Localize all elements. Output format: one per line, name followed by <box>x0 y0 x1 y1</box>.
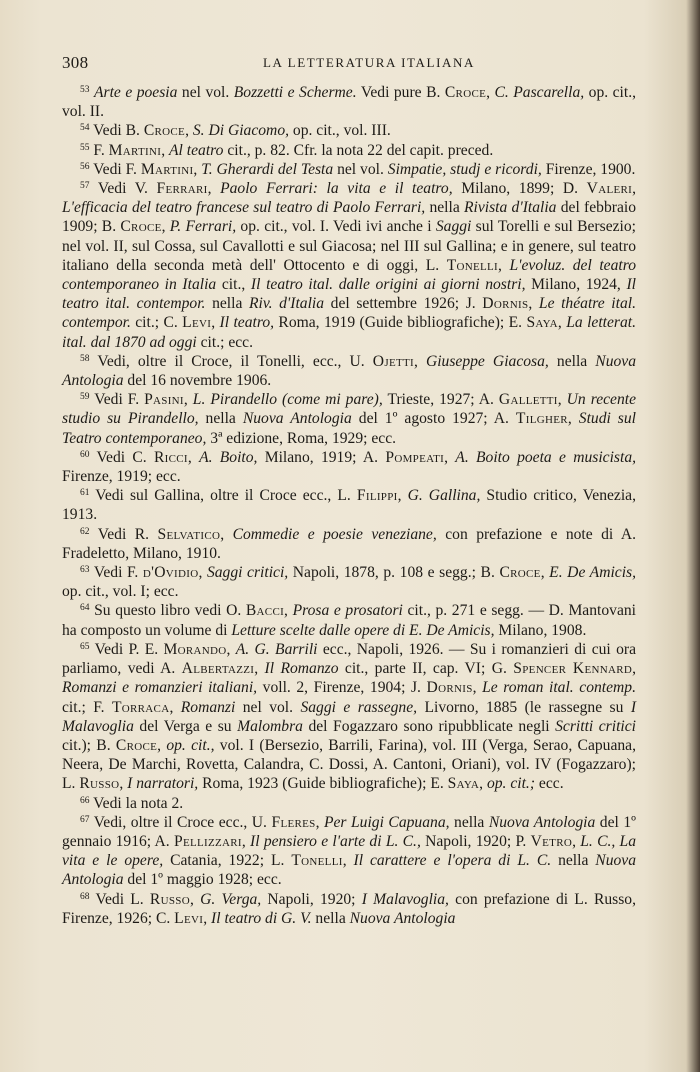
footnote-text: Studio critico, Venezia, 1913. <box>62 487 636 524</box>
footnote-text: cit., <box>216 276 251 294</box>
footnote <box>62 890 636 928</box>
footnote-number: 53 <box>80 85 90 95</box>
italic-title: Nuova Antologia <box>242 410 352 428</box>
footnote-text: nel vol. <box>333 160 388 178</box>
italic-title: A. G. Barrili <box>235 640 318 658</box>
footnote-text: , <box>169 698 181 716</box>
italic-title: Bozzetti e Scherme. <box>233 84 357 101</box>
footnote-text: , <box>211 314 220 332</box>
page-header <box>62 53 636 73</box>
footnote-text: Milano, 1899; D. <box>452 180 587 198</box>
author-name: Selvatico <box>157 525 221 543</box>
footnote-text: Roma, 1923 (Guide bibliografiche); E. <box>198 775 448 793</box>
footnote-text: Vedi F. <box>94 391 145 409</box>
italic-title: C. Pascarella, <box>494 84 585 101</box>
footnote-text: Milano, 1919; A. <box>257 448 386 466</box>
footnote-text: , <box>203 909 212 927</box>
footnote-text: nella <box>551 852 596 870</box>
footnotes-list <box>62 83 636 928</box>
footnote-number: 65 <box>80 641 90 652</box>
footnote-number: 63 <box>80 565 90 576</box>
footnote-number: 54 <box>80 123 90 134</box>
author-name: Morando <box>163 640 227 658</box>
footnote-number: 56 <box>80 161 90 172</box>
footnote-number: 58 <box>80 353 90 364</box>
footnote-number: 66 <box>80 795 90 806</box>
author-name: Levi <box>174 909 204 927</box>
author-name: Croce <box>444 84 487 101</box>
footnote-text: , <box>498 256 510 274</box>
author-name: Saya <box>447 775 480 793</box>
footnote-text: del 1º maggio 1928; ecc. <box>123 871 282 889</box>
footnote <box>62 352 636 390</box>
footnote-text: Napoli, 1878, p. 108 e segg.; B. <box>288 564 500 582</box>
author-name: Pompeati <box>385 448 445 466</box>
author-name: Ricci <box>153 448 188 466</box>
footnote-text: del 16 novembre 1906. <box>123 372 272 390</box>
footnote <box>62 141 636 160</box>
italic-title: L. Pirandello (come mi pare), <box>192 391 383 409</box>
footnote-text: del settembre 1926; J. <box>324 295 483 313</box>
author-name: Saya <box>526 314 558 332</box>
footnote-text: Livorno, 1885 (le rassegne su <box>417 698 631 716</box>
footnote-number: 67 <box>80 814 90 825</box>
italic-title: op. cit.; <box>486 775 536 793</box>
footnote-text: Vedi R. <box>97 525 158 543</box>
footnote-text: Vedi, oltre il Croce ecc., U. <box>93 813 272 831</box>
footnote-text: , <box>486 84 495 101</box>
footnote-text: , <box>220 525 233 543</box>
footnote-text: , <box>540 564 550 582</box>
author-name: Russo <box>79 775 120 793</box>
author-name: Dornis <box>482 295 529 313</box>
footnote-number: 60 <box>80 449 90 460</box>
italic-title: Romanzi e romanzieri italiani, <box>62 679 258 697</box>
footnote-text: Vedi P. E. <box>94 640 164 658</box>
footnote-text: Vedi, oltre il Croce, il Tonelli, ecc., U. <box>97 352 373 370</box>
footnote <box>62 601 636 639</box>
author-name: Tilgher <box>515 410 568 428</box>
footnote <box>62 486 636 524</box>
footnote-text: , <box>226 640 236 658</box>
author-name: Valeri <box>586 180 633 198</box>
author-name: Albertazzi <box>181 660 255 678</box>
footnote-text: Firenze, 1919; ecc. <box>62 468 181 486</box>
italic-title: Romanzi <box>180 698 236 716</box>
author-name: Ojetti <box>372 352 414 370</box>
footnote-text: op. cit., vol. I; ecc. <box>62 583 179 601</box>
footnote <box>62 83 636 121</box>
footnote-text: , <box>632 180 637 198</box>
footnote-text: del Verga e su <box>133 717 238 735</box>
footnote-number: 59 <box>80 392 90 403</box>
footnote-text: , <box>185 122 193 140</box>
italic-title: Simpatie, studj e ricordi, <box>387 160 542 178</box>
italic-title: Studi sul Teatro contemporaneo, <box>62 410 637 447</box>
italic-title: Per Luigi Capuana, <box>323 813 450 831</box>
italic-title: Al teatro <box>169 141 224 159</box>
footnote-text: Roma, 1919 (Guide bibliografiche); E. <box>274 314 527 332</box>
footnote-text: nel vol. <box>177 84 234 101</box>
footnote-text: Napoli, 1920; P. <box>420 832 531 850</box>
footnote-text: op. cit., vol. III. <box>289 122 391 140</box>
footnote-text: cit., p. 82. Cfr. la nota 22 del capit. preced. <box>223 141 494 159</box>
footnote-text: nella <box>425 199 464 217</box>
footnote-text: , <box>632 660 637 678</box>
footnote <box>62 448 636 486</box>
footnote-text: Vedi F. <box>93 564 143 582</box>
footnote-text: del 1º gennaio 1916; A. <box>62 813 636 850</box>
footnote-text: nella <box>548 352 596 370</box>
footnote-text: nella <box>449 813 489 831</box>
footnote-text: Su questo libro vedi O. <box>94 602 246 620</box>
running-title: LA LETTERATURA ITALIANA <box>263 55 475 70</box>
italic-title: Il Romanzo <box>264 660 339 678</box>
footnote-text: 3ª edizione, Roma, 1929; ecc. <box>206 429 397 447</box>
author-name: Pasini <box>144 391 184 409</box>
italic-title: A. Boito, <box>199 448 258 466</box>
italic-title: P. Ferrari, <box>169 218 237 236</box>
italic-title: op. cit., <box>166 736 215 754</box>
footnote-text: sul Torelli e sul Bersezio; nel vol. II, sul Cossa, sul Cavallotti e sul Giacosa; nel III sul Gallina; e in genere, sul teatro italiano della seconda metà dell' Ottocento e di oggi, L. <box>62 218 636 274</box>
author-name: Spencer Kennard <box>513 660 633 678</box>
footnote-number: 62 <box>80 526 90 537</box>
author-name: Ferrari <box>156 180 208 198</box>
footnote-text: Milano, 1924, <box>525 276 627 294</box>
author-name: Filippi <box>356 487 398 505</box>
italic-title: Il teatro ital. dalle origini ai giorni nostri, <box>250 276 526 294</box>
author-name: Croce <box>120 218 162 236</box>
author-name: Levi <box>182 314 212 332</box>
footnote-text: , <box>189 890 201 908</box>
footnote-text: , <box>528 295 539 313</box>
italic-title: Saggi critici, <box>206 564 289 582</box>
footnote-text: , <box>119 775 128 793</box>
footnote-text: nella <box>198 410 243 428</box>
italic-title: S. Di Giacomo, <box>192 122 290 140</box>
footnote-text: del Fogazzaro sono ripubblicate negli <box>302 717 556 735</box>
author-name: Vetro <box>530 832 573 850</box>
italic-title: Malombra <box>237 717 303 735</box>
footnote-number: 64 <box>80 603 90 614</box>
italic-title: Rivista d'Italia <box>464 199 557 217</box>
footnote <box>62 794 636 813</box>
footnote-text: , <box>207 180 221 198</box>
footnote-text: , <box>397 487 408 505</box>
italic-title: Le théatre ital. contempor. <box>62 295 636 332</box>
footnote-text: , <box>254 660 265 678</box>
italic-title: Nuova Antologia <box>488 813 596 831</box>
italic-title: G. Verga, <box>200 890 262 908</box>
italic-title: Il carattere e l'opera di L. C. <box>353 852 552 870</box>
footnote-text: , <box>161 141 170 159</box>
footnote <box>62 390 636 448</box>
author-name: Torraca <box>111 698 170 716</box>
footnote-text: cit.; F. <box>62 698 112 716</box>
italic-title: Le roman ital. contemp. <box>482 679 637 697</box>
footnote-text: , <box>444 448 456 466</box>
author-name: Croce <box>499 564 541 582</box>
footnote-text: , <box>183 391 193 409</box>
italic-title: Scritti critici <box>555 717 636 735</box>
footnote-text: nel vol. <box>235 698 301 716</box>
italic-title: I narratori, <box>127 775 199 793</box>
italic-title: Nuova Antologia <box>62 352 637 390</box>
footnote-number: 57 <box>80 181 90 192</box>
author-name: Galletti <box>498 391 558 409</box>
footnote-text: Vedi C. <box>96 448 154 466</box>
italic-title: T. Gherardi del Testa <box>201 160 334 178</box>
footnote-text: del febbraio 1909; B. <box>62 199 636 236</box>
footnote-text: con prefazione e note di A. Fradeletto, Milano, 1910. <box>62 525 637 562</box>
footnote-text: vol. I (Bersezio, Barrili, Farina), vol. III (Verga, Serao, Capuana, Neera, De Marchi, Rovetta, Calandra, C. Dossi, A. Cantoni, Oriani), vol. IV (Fogazzaro); L. <box>62 736 636 793</box>
italic-title: Riv. d'Italia <box>249 295 325 313</box>
page-number: 308 <box>62 53 89 72</box>
footnote-text: , <box>572 832 581 850</box>
italic-title: L'evoluz. del teatro contemporaneo in Italia <box>62 256 636 294</box>
footnote-text: , <box>198 564 207 582</box>
italic-title: A. Boito poeta e musicista, <box>455 448 637 466</box>
italic-title: Nuova Antologia <box>62 852 637 889</box>
footnote-text: , <box>472 679 483 697</box>
italic-title: Nuova Antologia <box>349 909 456 927</box>
footnote-number: 55 <box>80 142 90 153</box>
footnote-text: del 1º agosto 1927; A. <box>351 410 516 428</box>
italic-title: Un recente studio su Pirandello, <box>62 391 637 428</box>
footnote-text: cit., p. 271 e segg. — D. Mantovani ha composto un volume di <box>62 602 636 639</box>
footnote-text: , <box>413 352 426 370</box>
author-name: Croce <box>115 736 158 754</box>
footnote-text: cit.; C. <box>130 314 183 332</box>
author-name: Tonelli <box>291 852 343 870</box>
footnote-text: , <box>241 832 251 850</box>
italic-title: Il teatro di G. V. <box>211 909 312 927</box>
footnote <box>62 121 636 140</box>
footnote-text: Vedi B. <box>93 122 144 140</box>
italic-title: Letture scelte dalle opere di E. De Amicis, <box>231 621 495 639</box>
author-name: Croce <box>143 122 186 140</box>
footnote <box>62 563 636 601</box>
footnote-number: 68 <box>80 891 90 902</box>
italic-title: Commedie e poesie veneziane, <box>232 525 437 543</box>
footnote <box>62 525 636 563</box>
footnote-text: cit.); B. <box>62 736 116 754</box>
footnote <box>62 640 636 794</box>
italic-title: Saggi e rassegne, <box>300 698 418 716</box>
author-name: d'Ovidio <box>142 564 199 582</box>
footnote-text: cit.; ecc. <box>196 333 253 351</box>
footnote-text: , <box>315 813 324 831</box>
footnote-text: Vedi pure B. <box>356 84 445 101</box>
footnote-text: con prefazione di L. Russo, Firenze, 1926; C. <box>62 890 636 927</box>
author-name: Bacci <box>245 602 285 620</box>
italic-title: I Malavoglia, <box>361 890 449 908</box>
italic-title: Il teatro, <box>219 314 275 332</box>
footnote-text: , <box>284 602 293 620</box>
footnote-text: , <box>161 218 170 236</box>
italic-title: Saggi <box>435 218 472 236</box>
footnote-text: , <box>479 775 487 793</box>
italic-title: I Malavoglia <box>62 698 637 735</box>
italic-title: G. Gallina, <box>407 487 481 505</box>
footnote-text: Firenze, 1900. <box>541 160 636 178</box>
italic-title: Giuseppe Giacosa, <box>425 352 549 370</box>
footnote-text: Trieste, 1927; A. <box>382 391 499 409</box>
italic-title: E. De Amicis, <box>549 564 637 582</box>
footnote-text: op. cit., vol. II. <box>62 84 637 121</box>
footnote-text: F. <box>93 141 109 159</box>
italic-title: La letterat. ital. dal 1870 ad oggi <box>62 314 637 351</box>
footnote-text: , <box>567 410 579 428</box>
footnote-text: ecc. <box>535 775 564 793</box>
footnote-text: Catania, 1922; L. <box>163 852 292 870</box>
footnote-text: , <box>193 160 202 178</box>
author-name: Martini <box>140 160 194 178</box>
author-name: Russo <box>149 890 190 908</box>
footnote <box>62 179 636 352</box>
footnote-text: voll. 2, Firenze, 1904; J. <box>257 679 427 697</box>
footnote-text: , <box>157 736 167 754</box>
footnote-text: Napoli, 1920; <box>261 890 362 908</box>
footnote-text: ecc., Napoli, 1926. — Su i romanzieri di cui ora parliamo, vedi A. <box>62 640 637 678</box>
italic-title: Paolo Ferrari: la vita e il teatro, <box>220 180 453 198</box>
footnote-text: Vedi L. <box>95 890 150 908</box>
footnote-text: , <box>557 314 567 332</box>
author-name: Martini <box>108 141 162 159</box>
footnote-text: Vedi la nota 2. <box>93 794 184 812</box>
footnote-text: cit., parte II, cap. VI; G. <box>338 660 514 678</box>
italic-title: L. C., La vita e le opere, <box>62 832 637 870</box>
footnote-number: 61 <box>80 488 90 499</box>
footnote-text: nella <box>205 295 249 313</box>
footnote-text: Vedi F. <box>93 160 141 178</box>
author-name: Dornis <box>426 679 473 697</box>
italic-title: Prosa e prosatori <box>292 602 403 620</box>
footnote-text: , <box>342 852 354 870</box>
footnote-text: nella <box>311 909 350 927</box>
footnote-text: Vedi V. <box>97 180 157 198</box>
footnote-text: , <box>557 391 567 409</box>
footnote <box>62 813 636 890</box>
footnote-text: op. cit., vol. I. Vedi ivi anche i <box>236 218 436 236</box>
italic-title: Arte e poesia <box>93 84 178 101</box>
footnote-text: Milano, 1908. <box>494 621 587 639</box>
footnote-text: , <box>187 448 200 466</box>
footnote <box>62 160 636 179</box>
italic-title: Il pensiero e l'arte di L. C., <box>250 832 421 850</box>
author-name: Pellizzari <box>173 832 242 850</box>
italic-title: L'efficacia del teatro francese sul teatro di Paolo Ferrari, <box>62 199 426 217</box>
italic-title: Il teatro ital. contempor. <box>62 276 636 313</box>
author-name: Fleres <box>271 813 316 831</box>
footnote-text: Vedi sul Gallina, oltre il Croce ecc., L. <box>95 487 357 505</box>
author-name: Tonelli <box>446 256 499 274</box>
